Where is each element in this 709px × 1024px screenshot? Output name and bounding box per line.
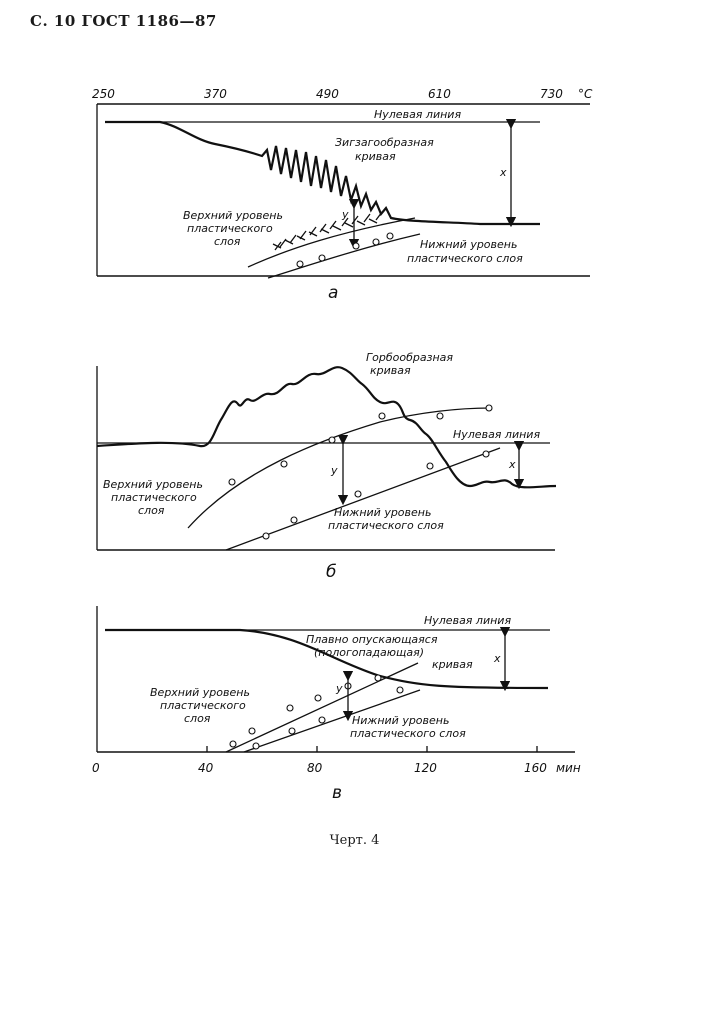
figure-a-upper-label-3: слоя xyxy=(214,235,241,248)
figure-b-point xyxy=(427,463,433,469)
page-header: С. 10 ГОСТ 1186—87 xyxy=(30,12,217,30)
figure-a-upper-level-line xyxy=(248,218,415,267)
figure-c-point xyxy=(319,717,325,723)
figure-c-point xyxy=(375,675,381,681)
figure-c-point xyxy=(287,705,293,711)
figure-c-curve-label-1: Плавно опускающаяся xyxy=(306,633,438,646)
figure-b-upper-label-3: слоя xyxy=(138,504,165,517)
figure-a-point xyxy=(373,239,379,245)
figure-b-point xyxy=(229,479,235,485)
figure-c-y-mark: y xyxy=(336,682,343,695)
figure-b-point xyxy=(486,405,492,411)
figure-a-zero-line-label: Нулевая линия xyxy=(374,108,462,121)
figure-a-lower-points xyxy=(297,233,393,267)
figure-a-tick: 490 xyxy=(316,87,339,101)
figure-a-upper-label-2: пластического xyxy=(187,222,273,235)
figure-a-top-axis xyxy=(92,87,593,276)
figure-c-upper-label-2: пластического xyxy=(160,699,246,712)
figure-b-lower-label-1: Нижний уровень xyxy=(334,506,432,519)
figure-a-y-mark: y xyxy=(342,208,349,221)
figure-b-curve-label-1: Горбообразная xyxy=(366,351,453,364)
figure-c-zero-line-label: Нулевая линия xyxy=(424,614,512,627)
figure-b-curve-label-2: кривая xyxy=(370,364,411,377)
figure-c-tick: 40 xyxy=(198,761,214,775)
figure-a xyxy=(92,87,593,303)
figure-a-upper-label-1: Верхний уровень xyxy=(183,209,283,222)
figure-c-upper-label-1: Верхний уровень xyxy=(150,686,250,699)
figure-b-upper-label-1: Верхний уровень xyxy=(103,478,203,491)
figure-c-point xyxy=(315,695,321,701)
figure-c-point xyxy=(253,743,259,749)
figure-b-point xyxy=(437,413,443,419)
figure-a-lower-label-2: пластического слоя xyxy=(407,252,523,265)
figure-a-point xyxy=(353,243,359,249)
figure-b-upper-label-2: пластического xyxy=(111,491,197,504)
figure-c-point xyxy=(397,687,403,693)
figure-a-lower-label-1: Нижний уровень xyxy=(420,238,518,251)
figure-b-letter: б xyxy=(326,562,337,582)
figure-c-upper-label-3: слоя xyxy=(184,712,211,725)
figure-a-point xyxy=(319,255,325,261)
figure-b xyxy=(97,351,556,582)
figure-a-tick: 250 xyxy=(92,87,115,101)
figure-a-zigzag-curve xyxy=(105,122,540,224)
figure-c-point xyxy=(230,741,236,747)
figure-a-lower-level-line xyxy=(268,234,420,278)
figure-a-point xyxy=(297,261,303,267)
figure-c-curve-label-3: кривая xyxy=(432,658,473,671)
figure-c-lower-label-2: пластического слоя xyxy=(350,727,466,740)
figure-b-lower-label-2: пластического слоя xyxy=(328,519,444,532)
figure-a-curve-label-2: кривая xyxy=(355,150,396,163)
figure-b-point xyxy=(355,491,361,497)
figure-a-unit: °С xyxy=(578,87,593,101)
figure-c-point xyxy=(289,728,295,734)
figure-b-point xyxy=(483,451,489,457)
figure-a-letter: а xyxy=(328,283,339,303)
figure-b-point xyxy=(291,517,297,523)
figure-c xyxy=(92,606,581,803)
figure-c-x-mark: x xyxy=(494,652,501,665)
figure-a-point xyxy=(387,233,393,239)
figure-c-tick: 160 xyxy=(524,761,547,775)
figure-b-y-mark: y xyxy=(331,464,338,477)
figure-b-zero-line-label: Нулевая линия xyxy=(453,428,541,441)
figure-b-x-mark: x xyxy=(509,458,516,471)
figure-c-lower-label-1: Нижний уровень xyxy=(352,714,450,727)
figure-c-curve-label-2: (пологопадающая) xyxy=(314,646,425,659)
figure-a-tick: 610 xyxy=(428,87,451,101)
figure-a-curve-label-1: Зигзагообразная xyxy=(335,136,434,149)
figure-a-tick: 370 xyxy=(204,87,227,101)
figure-c-tick: 80 xyxy=(307,761,323,775)
figure-c-tick: 120 xyxy=(414,761,437,775)
figure-c-point xyxy=(249,728,255,734)
figure-b-point xyxy=(281,461,287,467)
figure-caption: Черт. 4 xyxy=(329,833,380,848)
figure-a-x-mark: x xyxy=(500,166,507,179)
figure-c-unit: мин xyxy=(556,761,581,775)
figure-b-point xyxy=(379,413,385,419)
figure-a-tick: 730 xyxy=(540,87,563,101)
figure-b-point xyxy=(263,533,269,539)
figure-c-tick: 0 xyxy=(92,761,100,775)
figure-c-lower-points xyxy=(253,717,325,749)
figure-b-point xyxy=(329,437,335,443)
figure-a-upper-level-crosses xyxy=(273,212,382,250)
figure-c-letter: в xyxy=(332,783,343,803)
